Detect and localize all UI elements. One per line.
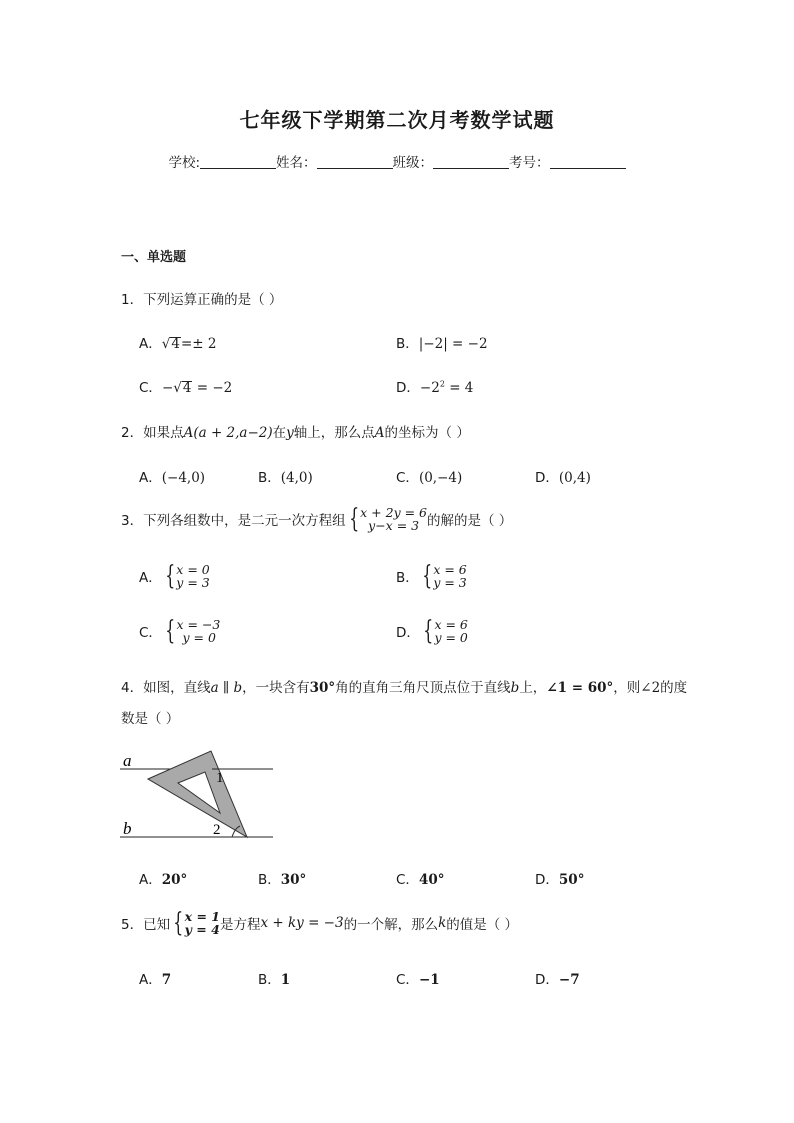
q5-option-c[interactable]: C．−1 (396, 972, 440, 988)
question-5-stem: 5．已知 { x = 1 y = 4 是方程x + ky = −3的一个解，那么k的值是（ ） (121, 908, 519, 938)
q3-option-b[interactable]: B． { x = 6 y = 3 (396, 561, 467, 591)
name-label: 姓名： (276, 155, 317, 171)
q5-option-d[interactable]: D．−7 (535, 972, 580, 988)
q4-option-d[interactable]: D．50° (535, 872, 585, 888)
q5-option-b[interactable]: B．1 (258, 972, 291, 988)
class-label: 班级： (392, 155, 434, 171)
q3-option-c[interactable]: C． { x = −3 y = 0 (139, 616, 221, 646)
angle-1-label: 1 (216, 770, 224, 786)
q2-option-c[interactable]: C．(0,−4) (396, 470, 463, 486)
label-a: a (123, 751, 132, 770)
student-info-line (0, 151, 794, 171)
angle-2-label: 2 (213, 822, 221, 838)
id-label: 考号： (509, 155, 550, 171)
question-2-stem: 2．如果点A(a + 2,a−2)在y轴上，那么点A的坐标为（ ） (121, 425, 470, 441)
q4-option-a[interactable]: A．20° (139, 872, 188, 888)
label-b: b (123, 819, 132, 838)
school-label: 学校: (168, 155, 201, 171)
name-blank[interactable] (317, 154, 393, 169)
q1-option-a[interactable]: A．√4=± 2 (139, 336, 217, 352)
section-heading: 一、单选题 (121, 250, 187, 265)
q1-option-c[interactable]: C．−√4 = −2 (139, 380, 233, 396)
q1-option-d[interactable]: D．$-2^2 = 4$ (396, 379, 474, 396)
set-square-triangle (148, 751, 247, 837)
q4-option-c[interactable]: C．40° (396, 872, 445, 888)
page-title: 七年级下学期第二次月考数学试题 (239, 108, 555, 132)
id-blank[interactable] (550, 154, 626, 169)
question-1-stem: 1．下列运算正确的是（ ） (121, 292, 283, 308)
q2-option-a[interactable]: A．(−4,0) (139, 470, 206, 486)
q3-option-d[interactable]: D． { x = 6 y = 0 (396, 616, 468, 646)
school-blank[interactable] (200, 154, 276, 169)
q5-option-a[interactable]: A．7 (139, 972, 172, 988)
question-3-stem: 3．下列各组数中，是二元一次方程组 { x + 2y = 6 y−x = 3 的解的是（ ） (121, 504, 513, 534)
q2-option-b[interactable]: B．(4,0) (258, 470, 313, 486)
q3-option-a[interactable]: A． { x = 0 y = 3 (139, 561, 210, 591)
q2-option-d[interactable]: D．(0,4) (535, 470, 591, 486)
q4-option-b[interactable]: B．30° (258, 872, 307, 888)
q1-option-b[interactable]: B．|−2| = −2 (396, 336, 488, 352)
class-blank[interactable] (433, 154, 509, 169)
question-4-stem-line1: 4．如图，直线a ∥ b，一块含有30°角的直角三角尺顶点位于直线b上，∠1 = 60°，则∠2的度 (121, 680, 688, 696)
parallel-lines-triangle-figure (115, 748, 285, 843)
question-4-stem-line2: 数是（ ） (121, 711, 180, 727)
